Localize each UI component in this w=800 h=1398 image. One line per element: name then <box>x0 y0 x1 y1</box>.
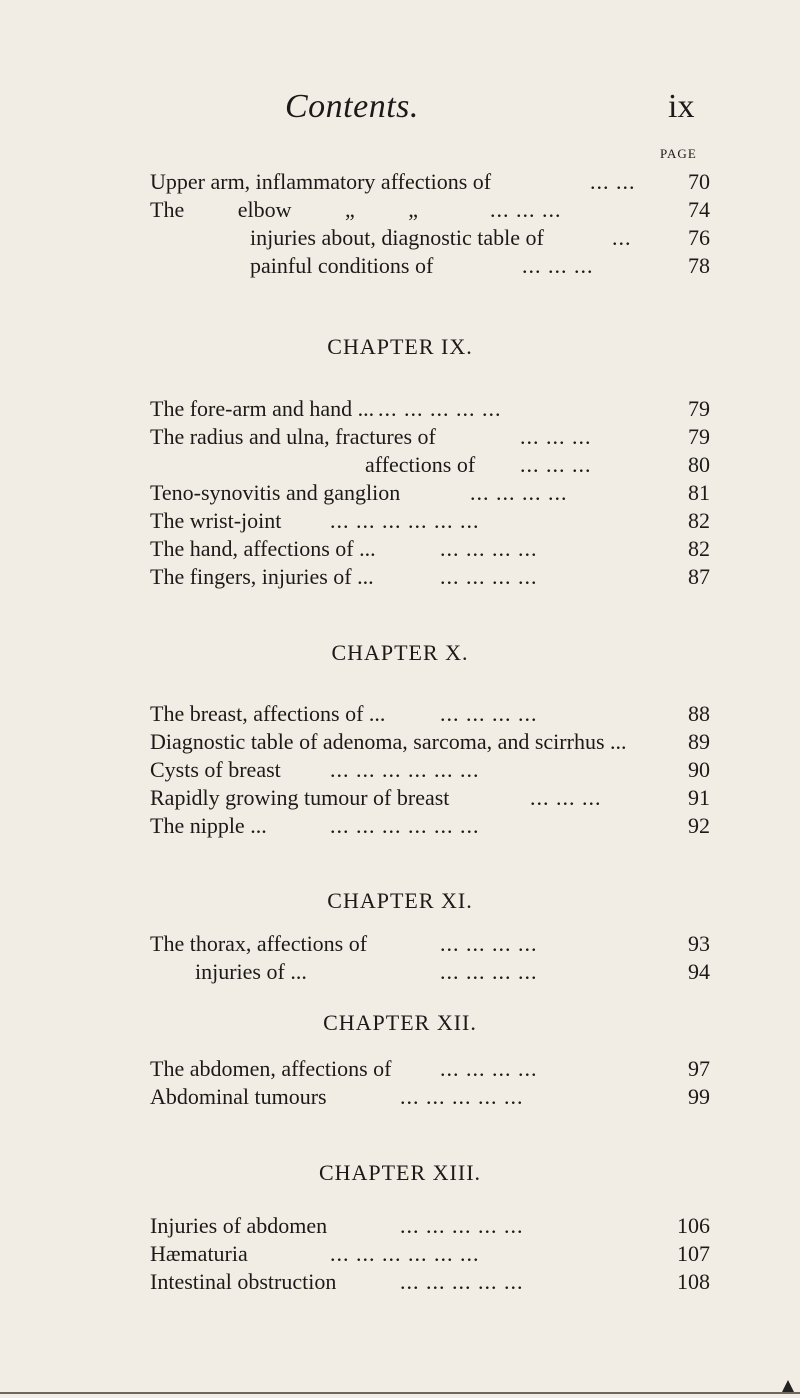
toc-entry <box>150 535 710 563</box>
page-number: 79 <box>688 396 710 421</box>
leader-dots: ... ... ... ... <box>440 701 538 726</box>
entry-title: injuries about, diagnostic table of <box>250 225 544 250</box>
page-number: 74 <box>688 197 710 222</box>
page-number: 82 <box>688 508 710 533</box>
page-number: 99 <box>688 1084 710 1109</box>
leader-dots: ... <box>612 225 632 250</box>
leader-dots: ... ... ... ... <box>440 1056 538 1081</box>
page-number: 92 <box>688 813 710 838</box>
leader-dots: ... ... ... ... ... <box>400 1213 524 1238</box>
page-column-label: PAGE <box>660 146 697 161</box>
running-head <box>0 88 800 132</box>
leader-dots: ... ... ... <box>520 452 592 477</box>
entry-title: The thorax, affections of <box>150 931 368 956</box>
page-number: 76 <box>688 225 710 250</box>
page-number: 87 <box>688 564 710 589</box>
leader-dots: ... ... ... <box>520 424 592 449</box>
leader-dots: ... ... ... <box>490 197 562 222</box>
folio: ix <box>668 88 695 125</box>
page-number: 97 <box>688 1056 710 1081</box>
page-number: 94 <box>688 959 710 984</box>
page-number: 88 <box>688 701 710 726</box>
entry-title: The breast, affections of ... <box>150 701 386 726</box>
page-number: 81 <box>688 480 710 505</box>
leader-dots: ... ... ... <box>522 253 594 278</box>
toc-entry <box>150 196 710 224</box>
entry-title: The abdomen, affections of <box>150 1056 392 1081</box>
entry-title: Upper arm, inflammatory affections of <box>150 169 492 194</box>
toc-entry <box>150 563 710 591</box>
toc-entry <box>150 1212 710 1240</box>
page-number: 82 <box>688 536 710 561</box>
corner-mark-icon <box>782 1380 794 1392</box>
page-number: 89 <box>688 729 710 754</box>
toc-entry <box>150 812 710 840</box>
leader-dots: ... ... ... <box>530 785 602 810</box>
leader-dots: ... ... ... ... <box>440 564 538 589</box>
toc-entry <box>150 1240 710 1268</box>
page-number: 108 <box>677 1269 710 1294</box>
toc-entry <box>150 728 710 756</box>
leader-dots: ... ... ... ... <box>440 931 538 956</box>
entry-title: The nipple ... <box>150 813 267 838</box>
chapter-heading: CHAPTER XIII. <box>318 1160 482 1185</box>
page-number: 78 <box>688 253 710 278</box>
leader-dots: ... ... ... ... ... <box>400 1269 524 1294</box>
entry-title: The hand, affections of ... <box>150 536 376 561</box>
entry-title: painful conditions of <box>250 253 434 278</box>
page-number: 106 <box>677 1213 710 1238</box>
toc-entry <box>150 1055 710 1083</box>
entry-title: The wrist-joint <box>150 508 282 533</box>
leader-dots: ... ... ... ... ... ... <box>330 1241 480 1266</box>
toc-entry <box>150 1268 710 1296</box>
entry-title: Injuries of abdomen <box>150 1213 328 1238</box>
chapter-heading: CHAPTER X. <box>331 640 469 665</box>
leader-dots: ... ... ... ... ... <box>400 1084 524 1109</box>
toc-entry <box>150 700 710 728</box>
page-number: 80 <box>688 452 710 477</box>
leader-dots: ... ... ... ... <box>470 480 568 505</box>
toc-entry <box>150 930 710 958</box>
leader-dots: ... ... ... ... ... ... <box>330 813 480 838</box>
entry-title: Cysts of breast <box>150 757 281 782</box>
toc-entry <box>150 224 710 252</box>
entry-title: The fore-arm and hand ... <box>150 396 375 421</box>
toc-entry <box>150 756 710 784</box>
page-number: 93 <box>688 931 710 956</box>
entry-title: Intestinal obstruction <box>150 1269 337 1294</box>
toc-entry <box>150 395 710 423</box>
leader-dots: ... ... ... ... <box>440 959 538 984</box>
toc-entry <box>150 168 710 196</box>
page-edge-rule <box>0 1392 800 1394</box>
leader-dots: ... ... <box>590 169 636 194</box>
toc-entry <box>150 1083 710 1111</box>
toc-entry <box>150 784 710 812</box>
entry-title: affections of <box>365 452 476 477</box>
chapter-heading: CHAPTER IX. <box>327 334 473 359</box>
toc-entry <box>150 507 710 535</box>
page-number: 70 <box>688 169 710 194</box>
page-number: 107 <box>677 1241 710 1266</box>
leader-dots: ... ... ... ... ... ... <box>330 508 480 533</box>
page-number: 91 <box>688 785 710 810</box>
entry-title: The fingers, injuries of ... <box>150 564 374 589</box>
running-title: Contents. <box>285 88 419 125</box>
chapter-heading: CHAPTER XII. <box>323 1010 477 1035</box>
entry-title: The elbow „ „ <box>150 197 418 222</box>
entry-title: Rapidly growing tumour of breast <box>150 785 450 810</box>
entry-title: Abdominal tumours <box>150 1084 327 1109</box>
leader-dots: ... ... ... ... ... ... <box>330 757 480 782</box>
toc-entry <box>150 252 710 280</box>
toc-entry <box>150 423 710 451</box>
leader-dots: ... ... ... ... <box>440 536 538 561</box>
entry-title: The radius and ulna, fractures of <box>150 424 436 449</box>
page-number: 79 <box>688 424 710 449</box>
entry-title: injuries of ... <box>195 959 307 984</box>
page-number: 90 <box>688 757 710 782</box>
leader-dots: ... ... ... ... ... <box>378 396 502 421</box>
toc-entry <box>150 479 710 507</box>
entry-title: Diagnostic table of adenoma, sarcoma, and scirrhus ... <box>150 729 627 754</box>
entry-title: Teno-synovitis and ganglion <box>150 480 401 505</box>
toc-entry <box>150 958 710 986</box>
toc-entry <box>150 451 710 479</box>
entry-title: Hæmaturia <box>150 1241 248 1266</box>
chapter-heading: CHAPTER XI. <box>327 888 473 913</box>
